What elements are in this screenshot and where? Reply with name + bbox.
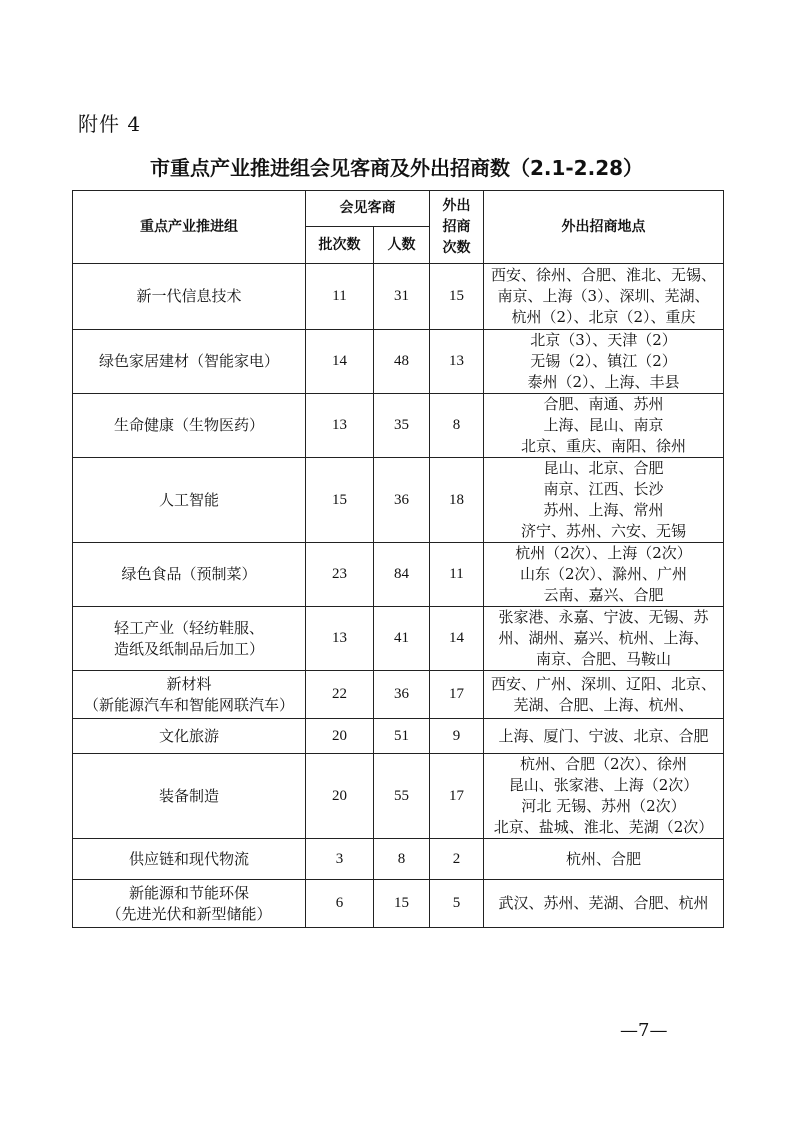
place-line: 杭州、合肥 (565, 849, 641, 868)
places-cell (484, 330, 724, 394)
group-name-line: 绿色食品（预制菜） (121, 565, 257, 583)
table-row (73, 543, 724, 607)
header-batches: 批次数 (306, 227, 374, 264)
place-line: 杭州、合肥（2次）、徐州 (519, 755, 688, 773)
out-count-cell: 8 (430, 394, 484, 458)
place-line: 北京（3）、天津（2） (530, 331, 677, 349)
table-row (73, 671, 724, 719)
place-line: 北京、重庆、南阳、徐州 (520, 437, 686, 455)
batches-cell: 23 (306, 543, 374, 607)
table-row (73, 330, 724, 394)
out-count-cell: 9 (430, 719, 484, 754)
header-places: 外出招商地点 (484, 191, 724, 264)
group-name-line: 供应链和现代物流 (128, 849, 249, 868)
table-row (73, 394, 724, 458)
place-line: 昆山、北京、合肥 (543, 459, 664, 477)
group-name-line: 文化旅游 (158, 726, 219, 745)
place-line: 州、湖州、嘉兴、杭州、上海、 (498, 629, 709, 647)
places-cell (484, 754, 724, 839)
out-count-cell: 17 (430, 671, 484, 719)
place-line: 合肥、南通、苏州 (543, 395, 664, 413)
header-out-line: 外出 (442, 197, 471, 214)
group-cell (73, 264, 306, 330)
group-cell (73, 543, 306, 607)
group-cell (73, 880, 306, 928)
batches-cell: 15 (306, 458, 374, 543)
group-name-line: 造纸及纸制品后加工） (113, 639, 264, 658)
people-cell: 51 (374, 719, 430, 754)
people-cell: 84 (374, 543, 430, 607)
batches-cell: 20 (306, 719, 374, 754)
people-cell: 48 (374, 330, 430, 394)
people-cell: 35 (374, 394, 430, 458)
table-row (73, 839, 724, 880)
place-line: 西安、徐州、合肥、淮北、无锡、 (490, 266, 716, 284)
place-line: 南京、合肥、马鞍山 (535, 650, 671, 668)
table-row (73, 607, 724, 671)
batches-cell: 13 (306, 394, 374, 458)
out-count-cell: 18 (430, 458, 484, 543)
out-count-cell: 5 (430, 880, 484, 928)
group-name-line: 新能源和节能环保 (128, 883, 249, 902)
places-cell (484, 394, 724, 458)
header-meet: 会见客商 (306, 191, 430, 227)
page-title: 市重点产业推进组会见客商及外出招商数（2.1-2.28） (149, 156, 644, 180)
group-cell (73, 458, 306, 543)
group-name-line: 新一代信息技术 (136, 287, 242, 305)
place-line: 张家港、永嘉、宁波、无锡、苏 (498, 608, 709, 626)
place-line: 南京、上海（3）、深圳、芜湖、 (497, 287, 710, 305)
group-cell (73, 719, 306, 754)
batches-cell: 20 (306, 754, 374, 839)
out-count-cell: 13 (430, 330, 484, 394)
group-cell (73, 607, 306, 671)
place-line: 云南、嘉兴、合肥 (543, 586, 664, 604)
place-line: 无锡（2）、镇江（2） (530, 352, 677, 370)
place-line: 济宁、苏州、六安、无锡 (520, 522, 686, 540)
group-cell (73, 330, 306, 394)
page-number: —7— (620, 1020, 668, 1041)
place-line: 芜湖、合肥、上海、杭州、 (513, 695, 694, 714)
people-cell: 36 (374, 458, 430, 543)
header-group: 重点产业推进组 (73, 191, 306, 264)
investment-table (72, 190, 724, 928)
place-line: 杭州（2次）、上海（2次） (515, 544, 692, 562)
places-cell (484, 719, 724, 754)
places-cell (484, 839, 724, 880)
header-people: 人数 (374, 227, 430, 264)
group-cell (73, 839, 306, 880)
group-cell (73, 394, 306, 458)
table-row (73, 754, 724, 839)
group-cell (73, 671, 306, 719)
people-cell: 31 (374, 264, 430, 330)
batches-cell: 11 (306, 264, 374, 330)
header-out-line: 次数 (442, 239, 471, 256)
places-cell (484, 671, 724, 719)
group-name-line: 新材料 (166, 674, 212, 693)
place-line: 泰州（2）、上海、丰县 (527, 373, 680, 391)
places-cell (484, 458, 724, 543)
group-name-line: 绿色家居建材（智能家电） (98, 352, 279, 370)
places-cell (484, 264, 724, 330)
batches-cell: 13 (306, 607, 374, 671)
group-cell (73, 754, 306, 839)
place-line: 河北 无锡、苏州（2次） (521, 797, 686, 815)
group-name-line: （先进光伏和新型储能） (106, 904, 272, 923)
batches-cell: 14 (306, 330, 374, 394)
places-cell (484, 880, 724, 928)
place-line: 北京、盐城、淮北、芜湖（2次） (493, 818, 714, 836)
people-cell: 15 (374, 880, 430, 928)
people-cell: 36 (374, 671, 430, 719)
people-cell: 55 (374, 754, 430, 839)
header-out-line: 招商 (442, 218, 471, 235)
out-count-cell: 15 (430, 264, 484, 330)
place-line: 苏州、上海、常州 (543, 501, 664, 519)
place-line: 上海、昆山、南京 (543, 416, 664, 434)
header-out (430, 191, 484, 264)
out-count-cell: 17 (430, 754, 484, 839)
group-name-line: 装备制造 (158, 786, 219, 805)
group-name-line: 人工智能 (158, 490, 219, 509)
batches-cell: 3 (306, 839, 374, 880)
attachment-label: 附件 4 (78, 112, 142, 136)
batches-cell: 6 (306, 880, 374, 928)
group-name-line: （新能源汽车和智能网联汽车） (83, 695, 294, 714)
table-row (73, 880, 724, 928)
places-cell (484, 607, 724, 671)
place-line: 杭州（2）、北京（2）、重庆 (511, 308, 696, 326)
place-line: 西安、广州、深圳、辽阳、北京、 (490, 674, 716, 693)
out-count-cell: 11 (430, 543, 484, 607)
batches-cell: 22 (306, 671, 374, 719)
out-count-cell: 2 (430, 839, 484, 880)
people-cell: 41 (374, 607, 430, 671)
places-cell (484, 543, 724, 607)
table-row (73, 458, 724, 543)
place-line: 山东（2次）、滁州、广州 (519, 565, 688, 583)
place-line: 南京、江西、长沙 (543, 480, 664, 498)
place-line: 昆山、张家港、上海（2次） (508, 776, 699, 794)
people-cell: 8 (374, 839, 430, 880)
place-line: 上海、厦门、宁波、北京、合肥 (498, 726, 709, 745)
group-name-line: 生命健康（生物医药） (113, 416, 264, 434)
table-row (73, 264, 724, 330)
place-line: 武汉、苏州、芜湖、合肥、杭州 (498, 894, 709, 912)
table-row (73, 719, 724, 754)
out-count-cell: 14 (430, 607, 484, 671)
group-name-line: 轻工产业（轻纺鞋服、 (113, 618, 264, 637)
